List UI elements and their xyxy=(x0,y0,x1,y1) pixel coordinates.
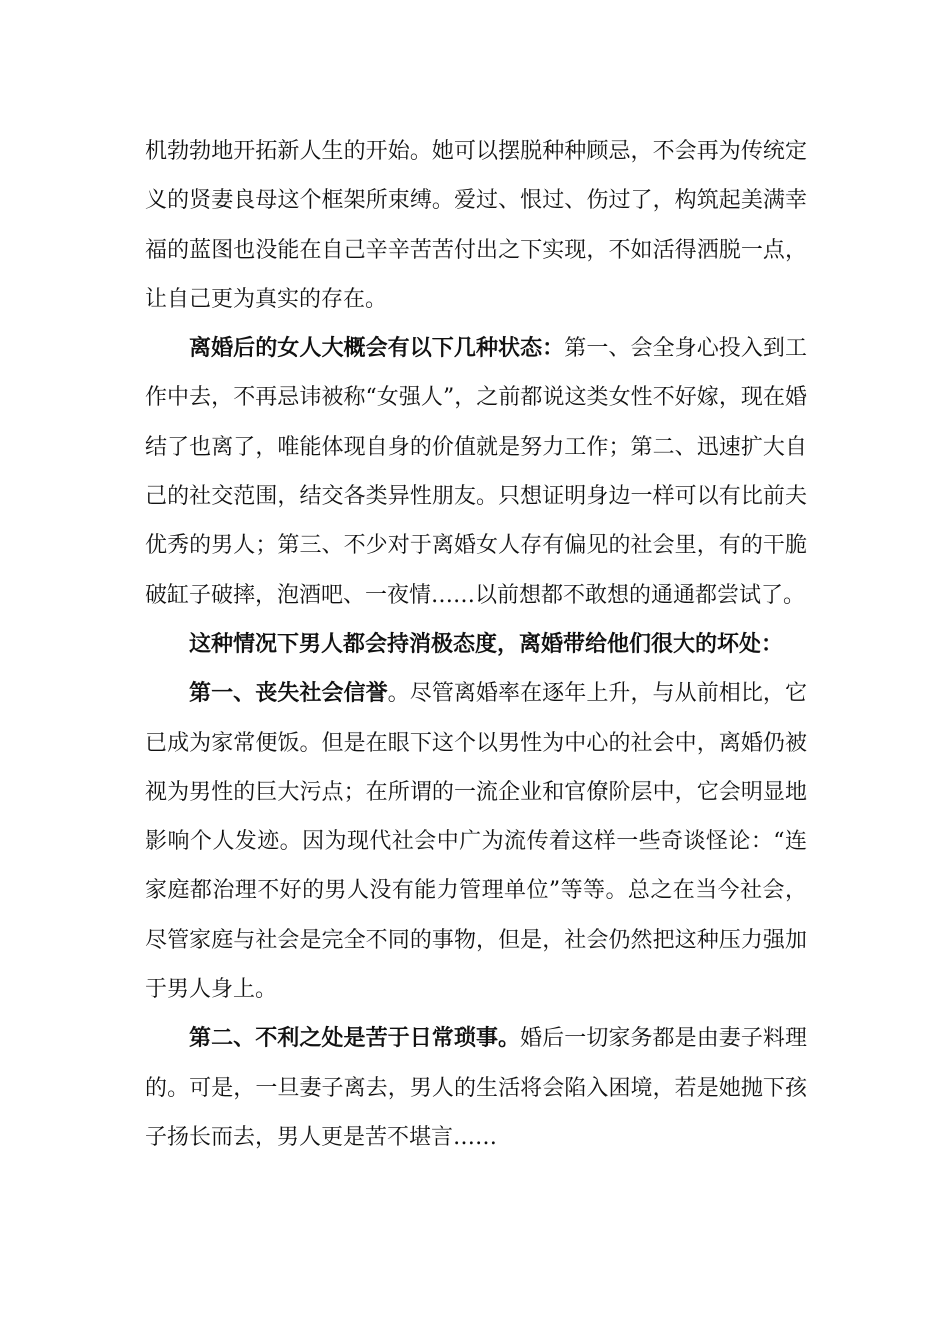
paragraph-bold-lead: 第二、不利之处是苦于日常琐事。 xyxy=(189,1025,521,1052)
paragraph-5 xyxy=(145,1014,807,1162)
paragraph-text: 第一、会全身心投入到工作中去，不再忌讳被称“女强人”，之前都说这类女性不好嫁，现在婚结了也离了，唯能体现自身的价值就是努力工作；第二、迅速扩大自己的社交范围，结交各类异性朋友。只想证明身边一样可以有比前夫优秀的男人；第三、不少对于离婚女人存有偏见的社会里，有的干脆破缸子破摔，泡酒吧、一夜情……以前想都不敢想的通通都尝试了。 xyxy=(145,336,807,608)
paragraph-bold-lead: 离婚后的女人大概会有以下几种状态： xyxy=(189,335,565,362)
paragraph-1 xyxy=(145,127,807,324)
paragraph-text: 。尽管离婚率在逐年上升，与从前相比，它已成为家常便饭。但是在眼下这个以男性为中心的社会中，离婚仍被视为男性的巨大污点；在所谓的一流企业和官僚阶层中，它会明显地影响个人发迹。因为现代社会中广为流传着这样一些奇谈怪论：“连家庭都治理不好的男人没有能力管理单位”等等。总之在当今社会，尽管家庭与社会是完全不同的事物，但是，社会仍然把这种压力强加于男人身上。 xyxy=(145,681,807,1003)
paragraph-bold-lead: 第一、丧失社会信誉 xyxy=(189,680,388,707)
paragraph-4 xyxy=(145,669,807,1014)
paragraph-text: 机勃勃地开拓新人生的开始。她可以摆脱种种顾忌，不会再为传统定义的贤妻良母这个框架所束缚。爱过、恨过、伤过了，构筑起美满幸福的蓝图也没能在自己辛辛苦苦付出之下实现，不如活得洒脱一点，让自己更为真实的存在。 xyxy=(145,139,807,312)
paragraph-bold-lead: 这种情况下男人都会持消极态度，离婚带给他们很大的坏处： xyxy=(189,630,784,657)
document-body xyxy=(145,127,807,1162)
paragraph-text: 婚后一切家务都是由妻子料理的。可是，一旦妻子离去，男人的生活将会陷入困境，若是她抛下孩子扬长而去，男人更是苦不堪言…… xyxy=(145,1026,807,1150)
paragraph-2 xyxy=(145,324,807,620)
paragraph-3 xyxy=(145,620,807,669)
